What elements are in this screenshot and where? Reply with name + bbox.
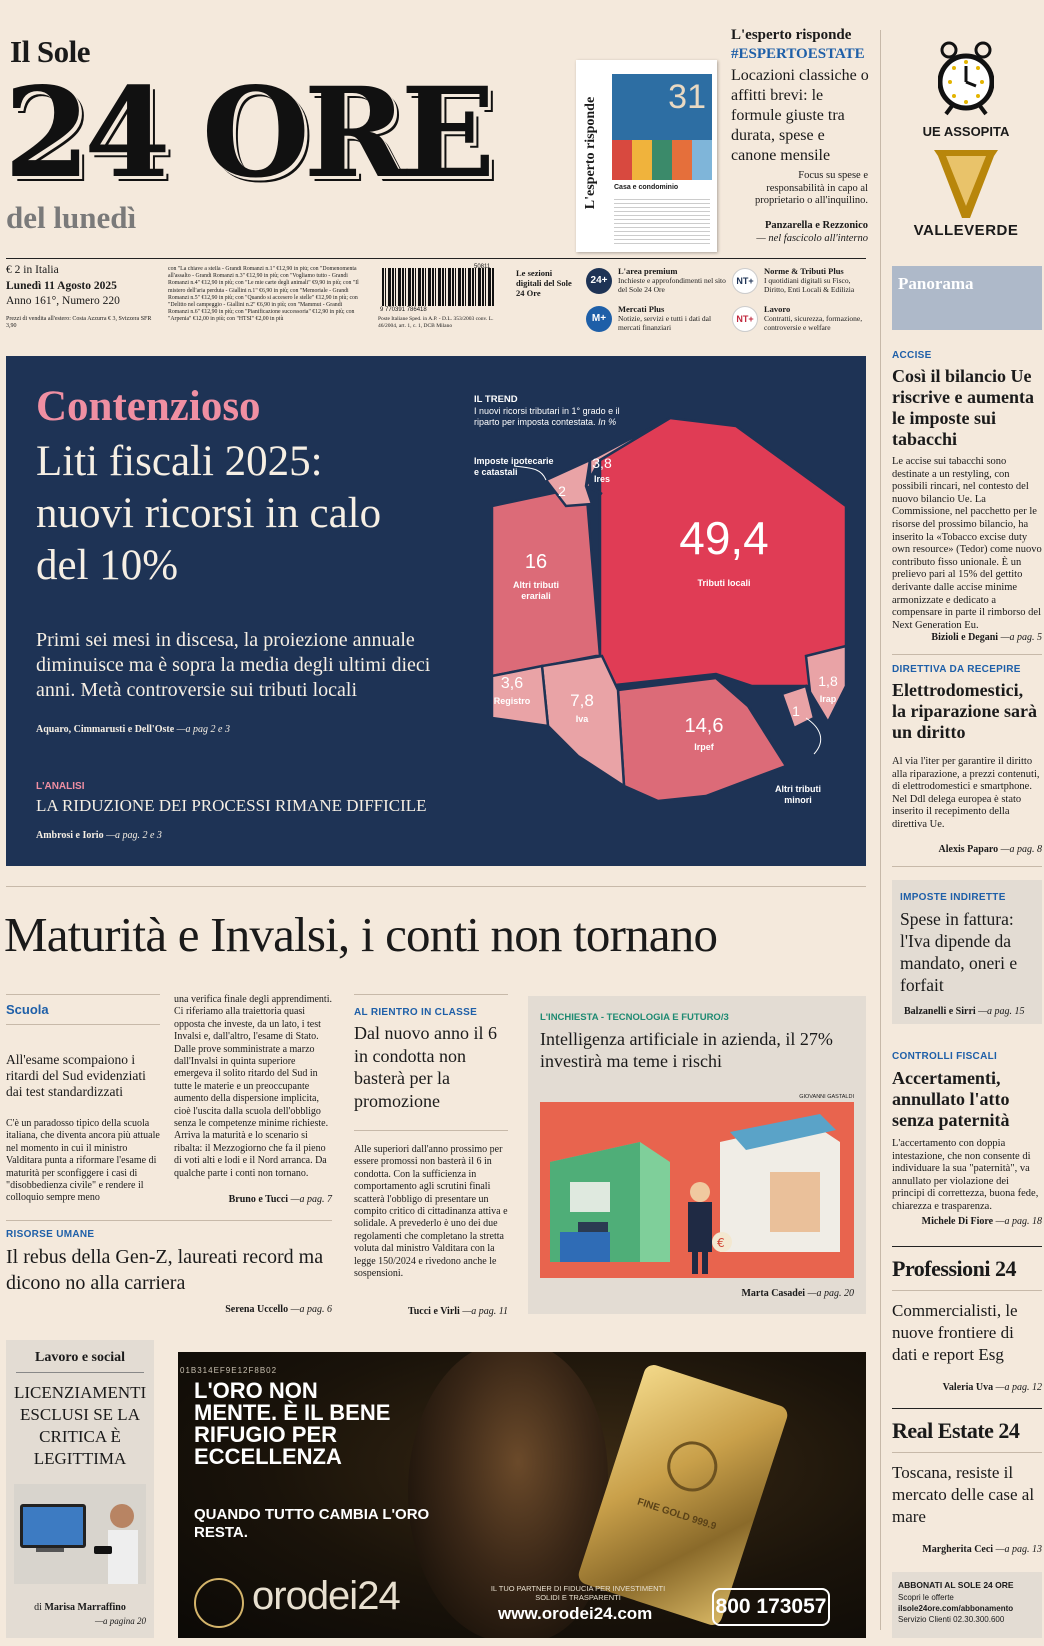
- ad-tagline: QUANDO TUTTO CAMBIA L'ORO RESTA.: [194, 1506, 430, 1541]
- esperto-authors: Panzarella e Rezzonico: [764, 220, 868, 231]
- masthead-top: Il Sole: [10, 34, 91, 69]
- esperto-headline[interactable]: Locazioni classiche o affitti brevi: le formule giuste tra durata, spese e canone mensile: [731, 67, 869, 164]
- esperto-booklet[interactable]: [576, 60, 717, 252]
- analysis-kicker: L'ANALISI: [36, 781, 85, 792]
- analysis-title[interactable]: LA RIDUZIONE DEI PROCESSI RIMANE DIFFICILE: [36, 796, 427, 815]
- prof-rule-b: [892, 1408, 1042, 1409]
- treemap-cell-2: [618, 678, 786, 801]
- alarm-clock-icon: [938, 40, 994, 116]
- ad-url[interactable]: www.orodei24.com: [498, 1604, 653, 1623]
- hero-title[interactable]: Liti fiscali 2025: nuovi ricorsi in calo del 10%: [36, 438, 382, 589]
- hero-subtitle: Primi sei mesi in discesa, la proiezione annuale diminuisce ma è sopra la media degli ultimi dieci anni. Metà controversie sui tributi locali: [36, 629, 431, 701]
- realestate-ref: —a pag. 13: [995, 1544, 1042, 1555]
- genz-page-ref: —a pag. 6: [290, 1304, 332, 1315]
- s3-kicker: IMPOSTE INDIRETTE: [900, 892, 1006, 903]
- s2-authors: Alexis Paparo: [938, 844, 999, 855]
- hero-authors-names: Aquaro, Cimmarusti e Dell'Oste: [36, 724, 175, 735]
- s2-title[interactable]: Elettrodomestici, la riparazione sarà un diritto: [892, 680, 1037, 742]
- s3-authors: Balzanelli e Sirri: [904, 1006, 976, 1017]
- premium-icon: 24+: [586, 268, 612, 294]
- premium-title: L'area premium: [618, 266, 678, 276]
- ai-box[interactable]: [528, 996, 866, 1314]
- barcode-icon: [382, 268, 494, 306]
- condotta-byline: [354, 1306, 508, 1317]
- treemap-value-label-7: 1,8: [818, 673, 838, 689]
- realestate-label[interactable]: Real Estate 24: [892, 1418, 1020, 1443]
- esperto-kicker: L'esperto risponde: [731, 27, 852, 43]
- masthead-logo[interactable]: 24 ORE: [4, 61, 490, 206]
- sidebar-rule: [880, 30, 881, 1630]
- esperto-tag[interactable]: #ESPERTOESTATE: [731, 46, 865, 62]
- s1-rule: [892, 654, 1042, 655]
- s2-body: Al via l'iter per garantire il diritto alla riparazione, a prezzi contenuti, di elettrodomestici e smartphone. Nel Ddl delega europea è stato inserito il recepimento della direttiva Ue.: [892, 756, 1040, 830]
- booklet-text-lines: [614, 196, 710, 246]
- lavoro-desc: Contratti, sicurezza, formazione, controversie e welfare: [764, 314, 863, 332]
- genz-kicker: RISORSE UMANE: [6, 1229, 95, 1240]
- booklet-number: 31: [668, 78, 706, 116]
- treemap-chart: [6, 356, 866, 866]
- lavoro-box-prefix: di: [34, 1602, 42, 1613]
- s1-ref: —a pag. 5: [1000, 632, 1042, 643]
- prof-rule: [892, 1290, 1042, 1291]
- ai-illustrator: GIOVANNI GASTALDI: [799, 1094, 854, 1100]
- subscribe-title: ABBONATI AL SOLE 24 ORE: [898, 1580, 1014, 1590]
- mercati-desc: Notizie, servizi e tutti i dati dal mercati finanziari: [618, 314, 712, 332]
- digital-section-premium[interactable]: [586, 266, 726, 300]
- condotta-rule: [354, 994, 508, 995]
- lavoro-box-headline[interactable]: LICENZIAMENTI ESCLUSI SE LA CRITICA È LEGITTIMA: [14, 1383, 147, 1468]
- barcode-code: 50811: [474, 264, 491, 270]
- prof-authors: Valeria Uva: [942, 1382, 994, 1393]
- genz-byline: [6, 1304, 332, 1315]
- treemap-value-label-1: 16: [524, 551, 548, 573]
- ai-illustration: [540, 1102, 854, 1278]
- s1-kicker: ACCISE: [892, 350, 932, 361]
- callout-ipotecarie: Imposte ipotecarie e catastali: [474, 456, 554, 477]
- realestate-rule: [892, 1452, 1042, 1453]
- main-deck: All'esame scompaiono i ritardi del Sud evidenziati dai test standardizzati: [6, 1052, 146, 1099]
- analysis-authors-names: Ambrosi e Iorio: [36, 830, 104, 841]
- sponsor-label: UE ASSOPITA: [922, 124, 1010, 139]
- esperto-focus: Focus su spese e responsabilità in capo al proprietario o all'inquilino.: [755, 170, 868, 207]
- ad-goldbar-logo-icon: [661, 1435, 724, 1498]
- subscribe-line2[interactable]: ilsole24ore.com/abbonamento: [898, 1604, 1014, 1613]
- realestate-byline: [892, 1544, 1042, 1555]
- condotta-body: Alle superiori dall'anno prossimo per essere promossi non basterà il 6 in condotta. Con la sufficienza in comportamento agli scrutini finali scatterà l'obbligo di presentare un compito critico di cittadinanza attiva e solidale. A prevederlo è uno dei due regolamenti che completano la stretta voluta dal ministro Valditara con la legge 150/2024 e rivedono anche le sospensioni.: [354, 1144, 508, 1280]
- genz-author: Serena Uccello: [225, 1304, 289, 1315]
- lavoro-box-rule: [16, 1372, 144, 1373]
- ad-serial: 01B314EF9E12F8B02: [180, 1366, 278, 1375]
- hero-page-ref: —a pag 2 e 3: [176, 724, 230, 735]
- treemap-category-label-4: Ires: [593, 474, 611, 484]
- subscribe-line1: Scopri le offerte: [898, 1593, 954, 1602]
- main-section: Scuola: [6, 1002, 49, 1017]
- analysis-page-ref: —a pag. 2 e 3: [106, 830, 162, 841]
- main-headline[interactable]: Maturità e Invalsi, i conti non tornano: [4, 907, 718, 962]
- booklet-cover: [612, 74, 712, 140]
- ad-goldbar-text: FINE GOLD 999.9: [635, 1496, 718, 1533]
- chart-subtitle-text: I nuovi ricorsi tributari in 1° grado e il riparto per imposta contestata.: [474, 406, 620, 427]
- condotta-title[interactable]: Dal nuovo anno il 6 in condotta non basterà per la promozione: [354, 1023, 497, 1111]
- treemap-value-label-4: 3,8: [592, 455, 612, 471]
- hero-box[interactable]: [6, 356, 866, 866]
- sponsor-brand: VALLEVERDE: [913, 222, 1019, 239]
- treemap-value-label-8: 1: [792, 703, 800, 719]
- treemap-value-label-3: 7,8: [570, 691, 594, 710]
- ad-brand-icon: [194, 1578, 244, 1628]
- s4-authors: Michele Di Fiore: [921, 1216, 994, 1227]
- main-page-ref: —a pag. 7: [290, 1194, 332, 1205]
- lavoro-box-author: Marisa Marraffino: [44, 1602, 126, 1613]
- callout-minori: Altri tributi minori: [775, 784, 821, 805]
- ai-page-ref: —a pag. 20: [807, 1288, 854, 1299]
- s3-title[interactable]: Spese in fattura: l'Iva dipende da mandato, oneri e forfait: [900, 909, 1018, 995]
- prof-label[interactable]: Professioni 24: [892, 1256, 1016, 1281]
- lavoro-icon: NT+: [732, 306, 758, 332]
- s4-body: L'accertamento con doppia intestazione, che non consente di individuare la sua "paternità", va annullato per violazione dei principi di correttezza, buona fede, chiarezza e trasparenza.: [892, 1138, 1039, 1212]
- premium-desc: Inchieste e approfondimenti nel sito del Sole 24 Ore: [618, 276, 726, 294]
- digital-sections-label: Le sezioni digitali del Sole 24 Ore: [516, 268, 572, 298]
- ad-phone[interactable]: 800 173057: [712, 1588, 830, 1626]
- edition-foreign: Prezzi di vendita all'estero: Costa Azzurra € 3, Svizzera SFR 3,90: [6, 316, 152, 329]
- digital-section-norme[interactable]: [732, 266, 872, 300]
- chart-unit: In %: [598, 417, 617, 427]
- mercati-icon: M+: [586, 306, 612, 332]
- lavoro-box[interactable]: [6, 1340, 154, 1638]
- s2-kicker: DIRETTIVA DA RECEPIRE: [892, 664, 1021, 675]
- barcode-number: 9 770391 786418: [380, 307, 427, 313]
- s4-title[interactable]: Accertamenti, annullato l'atto senza paternità: [892, 1068, 1010, 1130]
- ad-brand: orodei24: [252, 1574, 400, 1618]
- digital-section-mercati[interactable]: [586, 304, 726, 338]
- lavoro-box-byline: [6, 1602, 154, 1613]
- masthead-rule: [6, 258, 866, 259]
- s4-byline: [892, 1216, 1042, 1227]
- main-col1: C'è un paradosso tipico della scuola italiana, che diventa ancora più attuale nel momento in cui il ministro Valditara punta a riformare l'esame di maturità per sconfiggere i casi di "disobbedienza civile" e rendere il colloquio sempre meno: [6, 1118, 160, 1204]
- treemap-value-label-0: 49,4: [679, 512, 769, 564]
- edition-date: Lunedì 11 Agosto 2025: [6, 280, 117, 292]
- main-authors-names: Bruno e Tucci: [228, 1194, 289, 1205]
- ai-author: Marta Casadei: [741, 1288, 806, 1299]
- s1-authors: Bizioli e Degani: [931, 632, 999, 643]
- masthead-sub: del lunedì: [6, 200, 137, 235]
- realestate-authors: Margherita Ceci: [922, 1544, 994, 1555]
- prof-byline: [892, 1382, 1042, 1393]
- hero-kicker: Contenzioso: [36, 383, 261, 430]
- s2-byline: [892, 844, 1042, 855]
- realestate-title[interactable]: Toscana, resiste il mercato delle case al mare: [892, 1463, 1035, 1526]
- s2-ref: —a pag. 8: [1000, 844, 1042, 855]
- svg-text:€: €: [717, 1236, 725, 1250]
- treemap-category-label-1: Altri tributi: [513, 580, 559, 590]
- s1-body: Le accise sui tabacchi sono destinate a un restyling, con possibili rincari, nel contesto del nuovo bilancio Ue. La Commissione, nel pacchetto per le risorse del prossimo bilancio, ha inserito la «Tobacco excise duty own resource» (Tedor) come nuovo contributo fisso unionale. È un prelievo pari al 15% del gettito derivante dalle accise minime armonizzate e dedicato a compensare in parte il rimborso del Next Generation Eu.: [892, 456, 1042, 631]
- s4-kicker: CONTROLLI FISCALI: [892, 1051, 998, 1062]
- chart-title: IL TREND: [474, 394, 518, 405]
- col-rule-1: [6, 994, 160, 995]
- prof-ref: —a pag. 12: [995, 1382, 1042, 1393]
- treemap-category-label-2: Irpef: [694, 742, 714, 752]
- treemap-category-label-0: Tributi locali: [697, 578, 751, 588]
- mercati-title: Mercati Plus: [618, 304, 665, 314]
- norme-title: Norme & Tributi Plus: [764, 266, 844, 276]
- callout-arrow-minori: [806, 718, 821, 754]
- treemap-category-label-3: Iva: [575, 714, 589, 724]
- panorama-header: Panorama: [892, 266, 1042, 330]
- booklet-title: L'esperto risponde: [583, 96, 598, 210]
- prof-title[interactable]: Commercialisti, le nuove frontiere di dati e report Esg: [892, 1301, 1018, 1364]
- col-rule-1b: [6, 1024, 160, 1025]
- treemap-value-label-2: 14,6: [684, 715, 724, 737]
- ad-headline: L'ORO NON MENTE. È IL BENE RIFUGIO PER ECCELLENZA: [194, 1378, 391, 1469]
- lavoro-box-title: Lavoro e social: [35, 1350, 125, 1365]
- valleverde-logo-icon: [932, 148, 1000, 220]
- ad-partner: IL TUO PARTNER DI FIDUCIA PER INVESTIMENTI SOLIDI E TRASPARENTI: [490, 1584, 666, 1602]
- norme-icon: NT+: [732, 268, 758, 294]
- main-authors: [174, 1194, 332, 1205]
- lavoro-box-photo: [14, 1484, 146, 1584]
- treemap-category-label-1-b: erariali: [521, 591, 551, 601]
- norme-desc: I quotidiani digitali su Fisco, Diritto, Enti Locali & Edilizia: [764, 276, 855, 294]
- s4-rule: [892, 1246, 1042, 1247]
- condotta-page-ref: —a pag. 11: [462, 1306, 508, 1317]
- lavoro-title: Lavoro: [764, 304, 791, 314]
- edition-price: € 2 in Italia: [6, 264, 59, 276]
- ai-byline: [540, 1288, 854, 1299]
- businessman-icon: [690, 1182, 710, 1202]
- s1-title[interactable]: Così il bilancio Ue riscrive e aumenta le imposte sui tabacchi: [892, 366, 1034, 449]
- treemap-category-label-7: Irap: [819, 694, 837, 704]
- treemap-value-label-6: 2: [558, 483, 566, 499]
- condotta-authors: Tucci e Virli: [407, 1306, 460, 1317]
- orodei24-ad[interactable]: [178, 1352, 866, 1638]
- condotta-rule-b: [354, 1130, 508, 1131]
- postal-notice: Poste Italiane Sped. in A.P. - D.L. 353/2003 conv. L. 46/2004, art. 1, c. 1, DCB Milano: [378, 316, 494, 329]
- esperto-note: — nel fascicolo all'interno: [756, 233, 868, 244]
- s3-box[interactable]: [892, 880, 1042, 1024]
- booklet-illustration: [612, 140, 712, 180]
- edition-issue: Anno 161°, Numero 220: [6, 295, 120, 307]
- digital-section-lavoro[interactable]: [732, 304, 872, 338]
- s2-rule: [892, 866, 1042, 867]
- section-rule: [6, 886, 866, 887]
- treemap-category-label-5: Registro: [493, 696, 531, 706]
- s1-byline: [892, 632, 1042, 643]
- ai-title[interactable]: Intelligenza artificiale in azienda, il 27% investirà ma teme i rischi: [540, 1029, 833, 1071]
- s3-ref: —a pag. 15: [978, 1006, 1025, 1017]
- genz-title[interactable]: Il rebus della Gen-Z, laureati record ma dicono no alla carriera: [6, 1246, 324, 1294]
- main-col2: una verifica finale degli apprendimenti. Ci riferiamo alla traiettoria quasi opposta che investe, da un lato, i test Invalsi e, dall'altro, l'esame di Stato. Dalle prove somministrate a marzo dall'Invalsi in quinta superiore emergeva il solito ritardo del Sud in tutte le materie e un preoccupante aumento della dispersione implicita, cioè l'uscita dalla scuola dell'obbligo senza le competenze minime richieste. Arriva la maturità e lo scenario si ribalta: il Mezzogiorno che fa il pieno di voti alti e lodi e il Nord arranca. Da qualche parte i conti non tornano.: [174, 994, 332, 1179]
- ai-kicker: L'INCHIESTA - TECNOLOGIA E FUTURO/3: [540, 1012, 729, 1023]
- condotta-kicker: AL RIENTRO IN CLASSE: [354, 1007, 478, 1018]
- edition-offers: con "La chiave a stella - Grandi Romanzi n.1" €12,90 in più; con "Domenomenta all'assalto - Grandi Romanzi n.3" €12,90 in più; con "Vogliamo tutto - Grandi Romanzi n.4" €12,90 in più; con "Le mie carte degli animali" €9,90 in più; con "Il mistero dell'aria perduta - Giallini n.1" €6,90 in più; con "Memoriale - Grandi Romanzi n.5" €12,90 in più; con "Quando si accesero le stelle" €12,90 in più; con "Delitto nel campeggio - Giallini n.2" €6,90 in più; con "Mammut - Grandi Romanzi n.6" €12,90 in più; con "Pianificazione successoria" €12,90 in più; con "Arpenia" €12,00 in più; con "HTSI" €2,00 in più: [168, 266, 359, 323]
- lavoro-box-ref: —a pagina 20: [94, 1616, 146, 1626]
- genz-rule: [6, 1220, 332, 1221]
- booklet-caption: Casa e condominio: [614, 184, 679, 191]
- subscribe-box[interactable]: [892, 1572, 1042, 1638]
- s4-ref: —a pag. 18: [995, 1216, 1042, 1227]
- s3-byline: [904, 1006, 1025, 1017]
- treemap-value-label-5: 3,6: [500, 675, 524, 692]
- subscribe-line3: Servizio Clienti 02.30.300.600: [898, 1615, 1005, 1624]
